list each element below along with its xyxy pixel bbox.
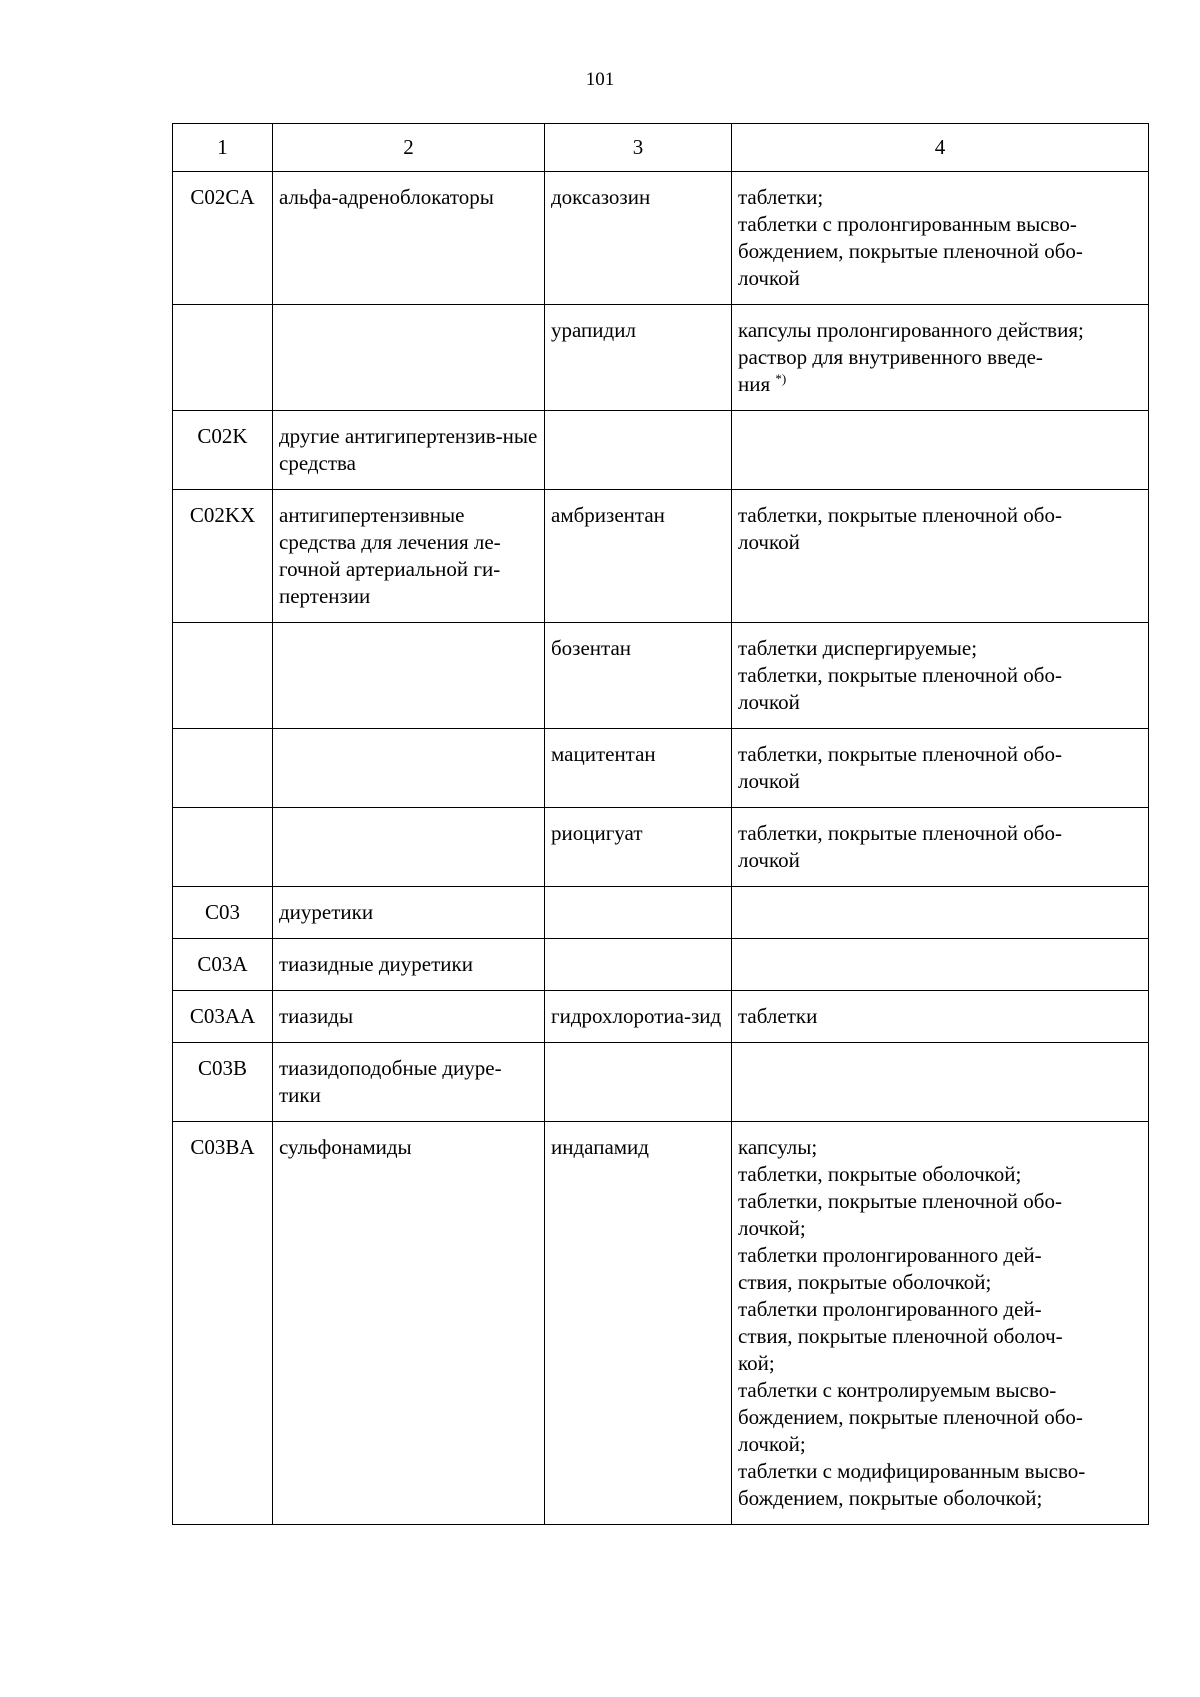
- group-name-cell: [273, 305, 545, 411]
- table-header-row: [173, 124, 1149, 172]
- drug-name-cell: индапамид: [545, 1122, 732, 1525]
- atc-code-cell: C03AA: [173, 991, 273, 1043]
- table-row: [173, 887, 1149, 939]
- group-name-cell: тиазидные диуретики: [273, 939, 545, 991]
- dosage-form-line: лочкой: [738, 848, 800, 872]
- atc-code-cell: C03B: [173, 1043, 273, 1122]
- table-row: [173, 305, 1149, 411]
- dosage-form-line: таблетки с пролонгированным высво-: [738, 212, 1077, 236]
- atc-code-cell: C02CA: [173, 172, 273, 305]
- dosage-forms-cell: [732, 305, 1149, 411]
- group-name-cell: [273, 729, 545, 808]
- drug-name-cell: урапидил: [545, 305, 732, 411]
- dosage-form-line: капсулы;: [738, 1135, 818, 1159]
- dosage-forms-cell: [732, 172, 1149, 305]
- drug-table: [172, 123, 1149, 1525]
- dosage-form-line: ствия, покрытые оболочкой;: [738, 1270, 992, 1294]
- group-name-cell: тиазиды: [273, 991, 545, 1043]
- table-row: [173, 939, 1149, 991]
- dosage-forms-cell: [732, 490, 1149, 623]
- group-name-cell: альфа-адреноблокаторы: [273, 172, 545, 305]
- dosage-form-line: лочкой: [738, 530, 800, 554]
- dosage-form-line: кой;: [738, 1351, 775, 1375]
- dosage-form-line: таблетки, покрытые пленочной обо-: [738, 1189, 1062, 1213]
- dosage-form-line: капсулы пролонгированного действия;: [738, 318, 1084, 342]
- dosage-form-line: ствия, покрытые пленочной оболоч-: [738, 1324, 1063, 1348]
- table-row: [173, 411, 1149, 490]
- atc-code-cell: C02K: [173, 411, 273, 490]
- dosage-form-line: таблетки пролонгированного дей-: [738, 1297, 1042, 1321]
- dosage-forms-cell: [732, 808, 1149, 887]
- atc-code-cell: C03: [173, 887, 273, 939]
- dosage-form-line: таблетки пролонгированного дей-: [738, 1243, 1042, 1267]
- drug-name-cell: доксазозин: [545, 172, 732, 305]
- drug-name-cell: [545, 887, 732, 939]
- dosage-form-line: бождением, покрытые пленочной обо-: [738, 239, 1083, 263]
- group-name-cell: тиазидоподобные диуре-тики: [273, 1043, 545, 1122]
- column-header: 1: [173, 124, 273, 172]
- dosage-form-line: лочкой: [738, 266, 800, 290]
- dosage-form-line: лочкой;: [738, 1432, 806, 1456]
- atc-code-cell: [173, 808, 273, 887]
- atc-code-cell: C03A: [173, 939, 273, 991]
- table-row: [173, 729, 1149, 808]
- dosage-form-line: ния *): [738, 371, 787, 396]
- column-header: 2: [273, 124, 545, 172]
- dosage-forms-cell: [732, 1043, 1149, 1122]
- drug-name-cell: бозентан: [545, 623, 732, 729]
- column-header: 4: [732, 124, 1149, 172]
- dosage-form-line: таблетки, покрытые пленочной обо-: [738, 742, 1062, 766]
- table-row: [173, 623, 1149, 729]
- column-header: 3: [545, 124, 732, 172]
- drug-name-cell: [545, 411, 732, 490]
- dosage-form-line: бождением, покрытые пленочной обо-: [738, 1405, 1083, 1429]
- table-row: [173, 1122, 1149, 1525]
- dosage-forms-cell: [732, 729, 1149, 808]
- group-name-cell: [273, 808, 545, 887]
- group-name-cell: другие антигипертензив-ные средства: [273, 411, 545, 490]
- dosage-form-line: таблетки: [738, 1004, 818, 1028]
- table-row: [173, 172, 1149, 305]
- dosage-form-line: раствор для внутривенного введе-: [738, 345, 1043, 369]
- drug-name-cell: гидрохлоротиа-зид: [545, 991, 732, 1043]
- dosage-form-line: таблетки с модифицированным высво-: [738, 1459, 1086, 1483]
- group-name-cell: диуретики: [273, 887, 545, 939]
- dosage-form-line: таблетки, покрытые пленочной обо-: [738, 503, 1062, 527]
- atc-code-cell: C02KX: [173, 490, 273, 623]
- group-name-cell: антигипертензивные средства для лечения ле-гочной артериальной ги-пертензии: [273, 490, 545, 623]
- dosage-forms-cell: [732, 939, 1149, 991]
- dosage-form-line: таблетки с контролируемым высво-: [738, 1378, 1057, 1402]
- atc-code-cell: [173, 305, 273, 411]
- table-row: [173, 991, 1149, 1043]
- drug-name-cell: риоцигуат: [545, 808, 732, 887]
- dosage-form-line: таблетки;: [738, 185, 824, 209]
- group-name-cell: сульфонамиды: [273, 1122, 545, 1525]
- atc-code-cell: [173, 729, 273, 808]
- dosage-form-line: лочкой: [738, 690, 800, 714]
- group-name-cell: [273, 623, 545, 729]
- dosage-forms-cell: [732, 991, 1149, 1043]
- dosage-form-line: лочкой;: [738, 1216, 806, 1240]
- dosage-form-line: таблетки, покрытые пленочной обо-: [738, 663, 1062, 687]
- dosage-form-line: бождением, покрытые оболочкой;: [738, 1486, 1043, 1510]
- drug-name-cell: [545, 1043, 732, 1122]
- dosage-form-line: таблетки, покрытые оболочкой;: [738, 1162, 1022, 1186]
- atc-code-cell: [173, 623, 273, 729]
- table-body: [173, 172, 1149, 1525]
- table-row: [173, 808, 1149, 887]
- dosage-forms-cell: [732, 623, 1149, 729]
- dosage-forms-cell: [732, 1122, 1149, 1525]
- drug-name-cell: мацитентан: [545, 729, 732, 808]
- drug-name-cell: [545, 939, 732, 991]
- dosage-forms-cell: [732, 887, 1149, 939]
- dosage-forms-cell: [732, 411, 1149, 490]
- footnote-marker: *): [775, 371, 787, 386]
- dosage-form-line: таблетки диспергируемые;: [738, 636, 978, 660]
- table-row: [173, 1043, 1149, 1122]
- drug-name-cell: амбризентан: [545, 490, 732, 623]
- page-number: 101: [585, 69, 615, 90]
- dosage-form-line: таблетки, покрытые пленочной обо-: [738, 821, 1062, 845]
- dosage-form-line: лочкой: [738, 769, 800, 793]
- atc-code-cell: C03BA: [173, 1122, 273, 1525]
- table-row: [173, 490, 1149, 623]
